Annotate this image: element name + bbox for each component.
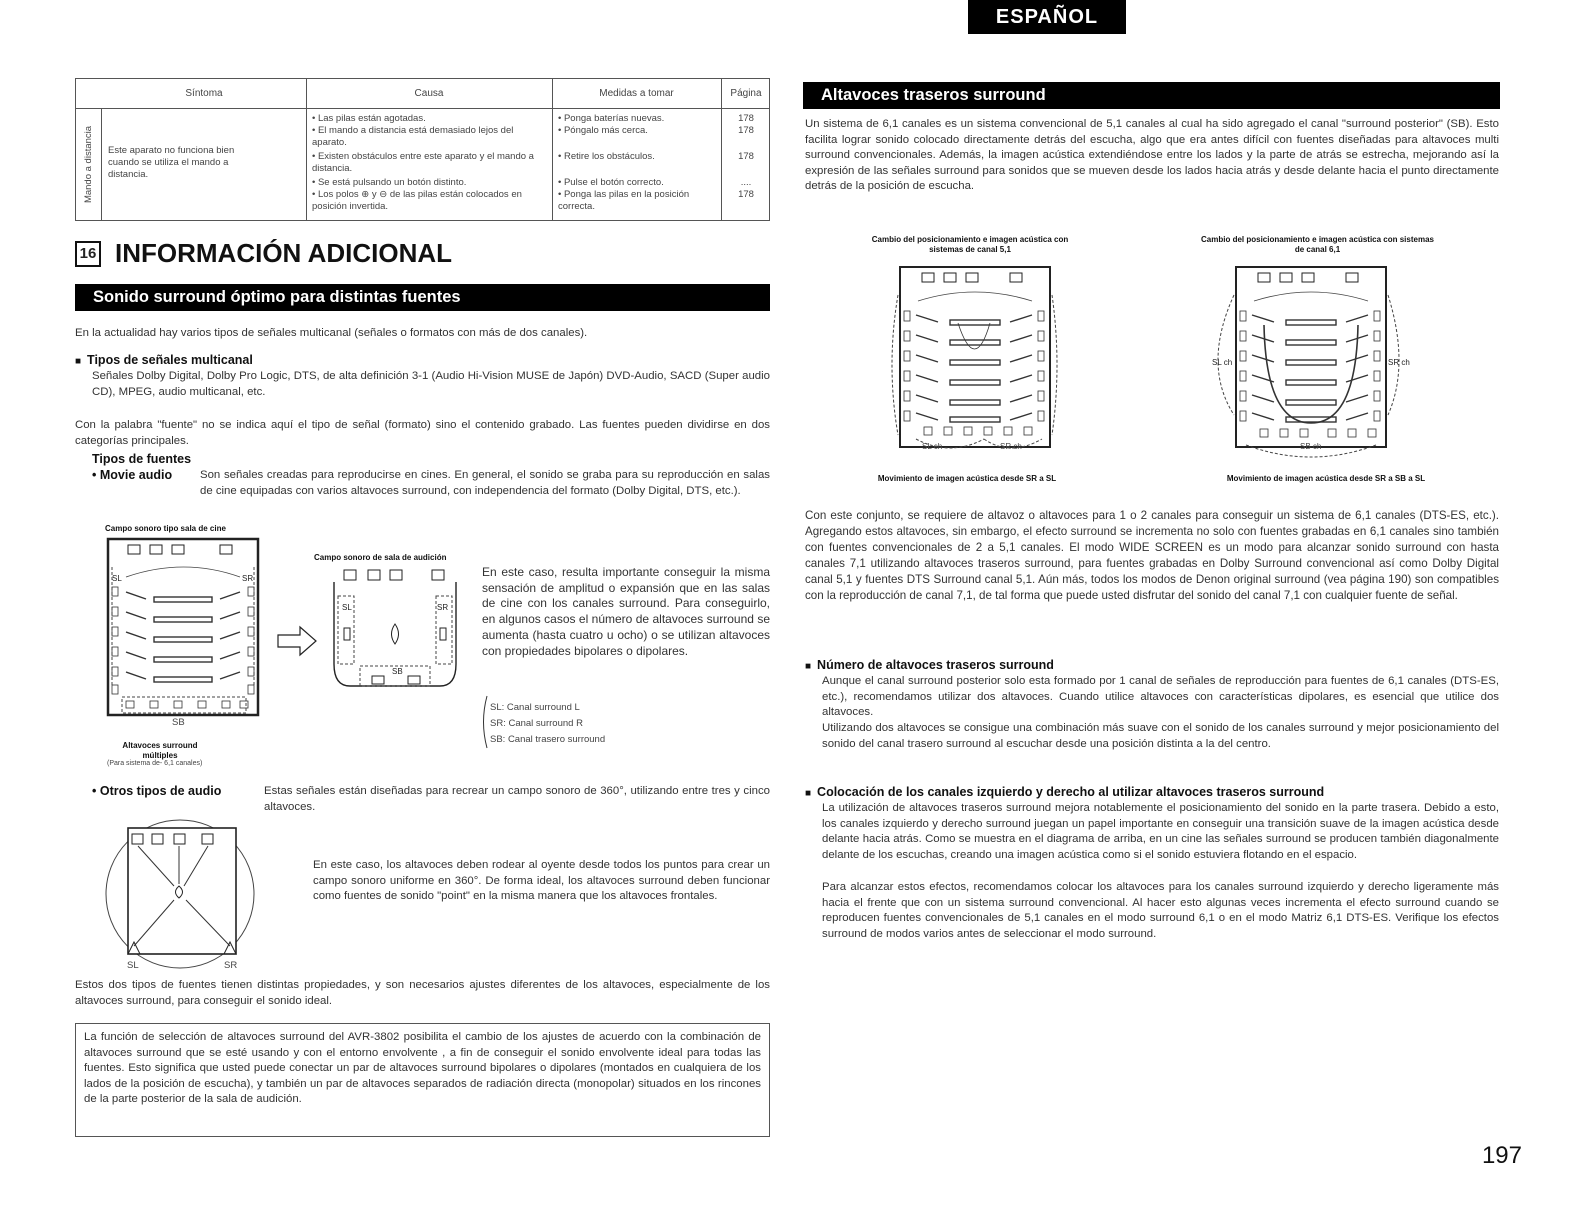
multi-subcaption: (Para sistema de- 6,1 canales) [107,760,203,767]
numero-text-1: Aunque el canal surround posterior solo esta formado por 1 canal de señales de reproducción para fuentes de 6,1 canales (DTS-ES, etc.), recomendamos utilizar dos altavoces. Cuando utilice altavoces con características dipolares, es esencial que utilice dos altavoces. [822,675,1499,719]
arrow-right-icon [276,624,318,658]
d61-slch-label: SL ch [1212,358,1233,367]
cause-2: • El mando a distancia está demasiado lejos del aparato. [312,125,514,148]
otros-label: • Otros tipos de audio [92,784,222,798]
cinema-diagram [104,537,264,717]
room-sb-label: SB [392,667,403,676]
speaker-legend [490,700,605,748]
otros-case-paragraph: En este caso, los altavoces deben rodear al oyente desde todos los puntos para crear un campo sonoro uniforme en 360°. De forma ideal, los altavoces surround deben funcionar como fuentes de sonido "point" en la misma manera que los altavoces frontales. [313,859,770,903]
table-side-label: Mando a distancia [76,109,102,220]
cause-5: • Los polos ⊕ y ⊖ de las pilas están colocados en posición invertida. [312,189,522,212]
note-box [75,1023,770,1137]
page-3: 178 [738,151,754,162]
section-bar-sonido: Sonido surround óptimo para distintas fuentes [75,284,770,311]
caption-6-1: Cambio del posicionamiento e imagen acústica con sistemas de canal 6,1 [1201,235,1434,254]
listening-room-diagram [330,564,460,690]
page-5: 178 [738,189,754,200]
two-types-paragraph: Estos dos tipos de fuentes tienen distintas propiedades, y son necesarios ajustes diferentes de los altavoces, especialmente de los altavoces surround, para conseguir el sonido ideal. [75,979,770,1007]
circle-sr-label: SR [224,960,238,971]
section-heading [75,238,452,269]
header-sintoma: Síntoma [185,88,223,99]
surround-360-diagram [110,818,260,978]
diagram-5-1 [880,265,1060,465]
tipos-heading: Tipos de fuentes [92,452,192,466]
multi-caption: Altavoces surround múltiples [122,741,198,760]
altavoces-intro: Un sistema de 6,1 canales es un sistema convencional de 5,1 canales al cual ha sido agregado el canal "surround posterior" (SB). Esto facilita lograr sonido colocado directamente detrás del escucha, algo que era antes difícil con fuentes diseñadas para altavoces multi surround convencionales. Además, la imagen acústica extendiéndose entre los lados y la parte de atrás se estrecha, mejorando así la expresión de las señales surround para sonidos que se mueven desde los lados hacia atrás y desde delante hacia el punto directamente detrás de la posición de escucha. [805,118,1499,193]
note-text: La función de selección de altavoces surround del AVR-3802 posibilita el cambio de los ajustes de acuerdo con la combinación de altavoces surround que se esté usando y con el entorno envolvente , a fin de conseguir el sonido envolvente ideal para todas las fuentes. Esto significa que usted puede conectar un par de altavoces surround bipolares o dipolares (montados en cualquiera de los lados de la posición de escucha), y también un par de altavoces separados de radiación directa (monopolar) situados en los rincones de la parte posterior de la sala de audición. [84,1031,761,1106]
language-tab: ESPAÑOL [968,0,1126,34]
d51-slch-label: SL ch [922,442,943,451]
colocacion-text-1: La utilización de altavoces traseros surround mejora notablemente el posicionamiento del sonido en la parte trasera. Debido a esto, los canales izquierdo y derecho surround juegan un papel importante en conseguir una transición suave de la imagen acústica desde delante hacia atrás. Como se muestra en el diagrama de arriba, en un cine las señales surround se producen también diagonalmente delante de los escuchas, creando una imagen acústica como si el sonido estuviera flotando en el espacio. [822,802,1499,861]
page-number: 197 [1481,1142,1522,1169]
bottom-caption-5-1: Movimiento de imagen acústica desde SR a SL [877,474,1057,483]
room-sr-label: SR [437,603,449,612]
diagram-6-1 [1206,265,1410,465]
table-symptom: Este aparato no funciona bien cuando se utiliza el mando a distancia. [108,145,235,180]
room-sl-label: SL [342,603,352,612]
fuente-paragraph: Con la palabra "fuente" no se indica aquí el tipo de señal (formato) sino el contenido grabado. Las fuentes pueden dividirse en dos categorías principales. [75,419,770,447]
section-bar-altavoces: Altavoces traseros surround [803,82,1500,109]
legend-sb: SB: Canal trasero surround [490,734,606,745]
header-medidas: Medidas a tomar [599,88,674,99]
d51-srch-label: SR ch [1000,442,1022,451]
header-pagina: Página [730,88,762,99]
legend-sr: SR: Canal surround R [490,718,583,729]
cause-4: • Se está pulsando un botón distinto. [312,177,467,188]
page-2: 178 [738,125,754,136]
page-4: .... [740,177,752,188]
cinema-sl-label: SL [112,574,122,583]
movie-audio-label: • Movie audio [92,468,173,482]
circle-sl-label: SL [127,960,139,971]
measure-5: • Ponga las pilas en la posición correcta. [558,189,690,212]
colocacion-text-2: Para alcanzar estos efectos, recomendamos colocar los altavoces para los canales surround izquierdo y derecho ligeramente más hacia el frente que con un sistema surround convencional. Al hacer esto algunas veces incrementa el efecto surround cuando se reproducen fuentes convencionales de 5,1 canales en el modo surround 6,1 o en el modo Matriz 6,1 DTS-ES. Verifique los efectos surround de modos varios antes de seleccionar el modo surround. [822,881,1499,940]
case-paragraph: En este caso, resulta importante conseguir la misma sensación de amplitud o expansión que en las salas de cine con los canales surround. Para conseguirlo, en algunos casos el número de altavoces surround se aumenta (hasta cuatro u ocho) o se utilizan altavoces con propiedades bipolares o dipolares. [482,565,770,658]
conjunto-paragraph: Con este conjunto, se requiere de altavoz o altavoces para 1 o 2 canales para conseguir un sistema de 6,1 canales (DTS-ES, etc.). Agregando estos altavoces, sin embargo, el efecto surround se incrementa no solo con fuentes grabadas en 6,1 canales sino también con fuentes convencionales de 2 a 5,1 canales. El modo WIDE SCREEN es un modo para alcanzar sonido surround con hasta canales 7,1 utilizando altavoces traseros surround, para fuentes grabadas en Dolby Surround convencional así como Dolby Digital canal 5,1 y fuentes DTS Surround canal 5,1. Aún más, todos los modos de Denon original surround (vea página 190) son compatibles con la reproducción de canal 7,1, de tal forma que puede usted disfrutar del sonido del canal 7,1 con cualquier fuente de señal. [805,509,1499,602]
intro-paragraph: En la actualidad hay varios tipos de señales multicanal (señales o formatos con más de dos canales). [75,327,588,339]
numero-text-2: Utilizando dos altavoces se consigue una combinación más suave con el sonido de los canales surround y mejor posicionamiento del sonido del canal trasero surround al escuchar desde una posición distinta a la del centro. [822,722,1499,750]
legend-sl: SL: Canal surround L [490,702,580,713]
header-causa: Causa [414,88,444,99]
multichannel-text: Señales Dolby Digital, Dolby Pro Logic, DTS, de alta definición 3-1 (Audio Hi-Vision MUSE de Japón) DVD-Audio, SACD (Super audio CD), MPEG, audio multicanal, etc. [92,370,770,398]
cause-3: • Existen obstáculos entre este aparato y el mando a distancia. [312,151,534,174]
bottom-caption-6-1: Movimiento de imagen acústica desde SR a SB a SL [1226,474,1426,483]
section-number: 16 [75,241,101,267]
d61-sbch-label: SB ch [1300,442,1322,451]
cine-caption: Campo sonoro tipo sala de cine [105,524,226,533]
d61-srch-label: SR ch [1388,358,1410,367]
cause-1: • Las pilas están agotadas. [312,113,426,124]
numero-heading: ■ Número de altavoces traseros surround [805,658,1054,672]
movie-audio-text: Son señales creadas para reproducirse en cines. En general, el sonido se graba para su reproducción en salas de cine equipadas con varios altavoces surround, con independencia del formato (Dolby Digital, DTS, etc.). [200,469,770,497]
cinema-sr-label: SR [242,574,254,583]
caption-5-1: Cambio del posicionamiento e imagen acústica con sistemas de canal 5,1 [871,235,1069,254]
colocacion-heading: ■ Colocación de los canales izquierdo y derecho al utilizar altavoces traseros surround [805,785,1324,799]
otros-text: Estas señales están diseñadas para recrear un campo sonoro de 360°, utilizando entre tres y cinco altavoces. [264,785,770,813]
legend-bracket [478,694,488,750]
measure-2: • Póngalo más cerca. [558,125,648,136]
section-title: INFORMACIÓN ADICIONAL [115,238,453,268]
page-1: 178 [738,113,754,124]
measure-3: • Retire los obstáculos. [558,151,655,162]
measure-1: • Ponga baterías nuevas. [558,113,665,124]
audicion-caption: Campo sonoro de sala de audición [314,553,447,562]
measure-4: • Pulse el botón correcto. [558,177,664,188]
cinema-sb-label: SB [172,717,185,728]
troubleshooting-table [75,78,770,221]
multichannel-heading: ■ Tipos de señales multicanal [75,353,253,367]
